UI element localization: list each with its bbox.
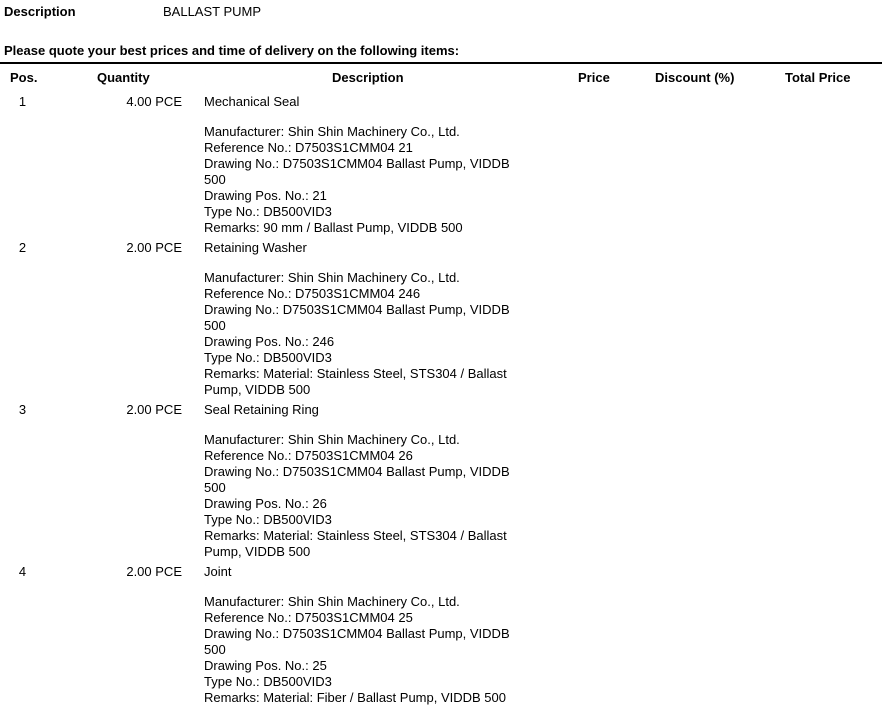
table-header-row [0,70,882,86]
items-list [0,94,882,708]
column-header-price: Price [578,70,610,85]
detail-line-drawing-pos-no: Drawing Pos. No.: 246 [204,334,335,349]
detail-line-manufacturer: Manufacturer: Shin Shin Machinery Co., Ltd. [204,594,460,609]
column-header-pos: Pos. [10,70,38,85]
detail-line-drawing-no: Drawing No.: D7503S1CMM04 Ballast Pump, VIDDB 500 [204,626,510,657]
description-cell [204,240,529,398]
column-header-quantity: Quantity [97,70,150,85]
item-details [204,594,529,706]
detail-line-reference-no: Reference No.: D7503S1CMM04 25 [204,610,413,625]
item-title: Seal Retaining Ring [204,402,319,417]
pos-cell: 3 [18,402,27,417]
detail-line-type-no: Type No.: DB500VID3 [204,204,332,219]
quantity-cell: 4.00 PCE [126,94,182,109]
detail-line-type-no: Type No.: DB500VID3 [204,350,332,365]
detail-line-reference-no: Reference No.: D7503S1CMM04 26 [204,448,413,463]
detail-line-manufacturer: Manufacturer: Shin Shin Machinery Co., Ltd. [204,270,460,285]
item-details [204,270,529,398]
description-field-value: BALLAST PUMP [163,4,262,19]
detail-line-drawing-pos-no: Drawing Pos. No.: 25 [204,658,327,673]
item-title: Joint [204,564,232,579]
detail-line-drawing-pos-no: Drawing Pos. No.: 21 [204,188,327,203]
detail-line-type-no: Type No.: DB500VID3 [204,512,332,527]
pos-cell: 4 [18,564,27,579]
table-row [0,94,882,236]
quantity-cell: 2.00 PCE [126,564,182,579]
detail-line-reference-no: Reference No.: D7503S1CMM04 246 [204,286,421,301]
description-field-label: Description [4,4,76,19]
detail-line-remarks: Remarks: Material: Stainless Steel, STS304 / Ballast Pump, VIDDB 500 [204,528,507,559]
column-header-description: Description [332,70,404,85]
pos-cell: 1 [18,94,27,109]
table-row [0,564,882,706]
detail-line-remarks: Remarks: 90 mm / Ballast Pump, VIDDB 500 [204,220,463,235]
description-cell [204,564,529,706]
detail-line-reference-no: Reference No.: D7503S1CMM04 21 [204,140,413,155]
detail-line-manufacturer: Manufacturer: Shin Shin Machinery Co., Ltd. [204,124,460,139]
pos-cell: 2 [18,240,27,255]
detail-line-remarks: Remarks: Material: Fiber / Ballast Pump, VIDDB 500 [204,690,506,705]
quantity-cell: 2.00 PCE [126,240,182,255]
column-header-total-price: Total Price [785,70,851,85]
table-row [0,402,882,560]
table-top-divider [0,62,882,64]
description-cell [204,94,529,236]
item-details [204,432,529,560]
detail-line-remarks: Remarks: Material: Stainless Steel, STS304 / Ballast Pump, VIDDB 500 [204,366,507,397]
detail-line-drawing-pos-no: Drawing Pos. No.: 26 [204,496,327,511]
detail-line-drawing-no: Drawing No.: D7503S1CMM04 Ballast Pump, VIDDB 500 [204,464,510,495]
quantity-cell: 2.00 PCE [126,402,182,417]
detail-line-drawing-no: Drawing No.: D7503S1CMM04 Ballast Pump, VIDDB 500 [204,302,510,333]
column-header-discount: Discount (%) [655,70,735,85]
item-details [204,124,529,236]
detail-line-drawing-no: Drawing No.: D7503S1CMM04 Ballast Pump, VIDDB 500 [204,156,510,187]
detail-line-manufacturer: Manufacturer: Shin Shin Machinery Co., Ltd. [204,432,460,447]
table-row [0,240,882,398]
item-title: Mechanical Seal [204,94,300,109]
detail-line-type-no: Type No.: DB500VID3 [204,674,332,689]
description-cell [204,402,529,560]
item-title: Retaining Washer [204,240,307,255]
quote-request-line: Please quote your best prices and time of delivery on the following items: [4,43,460,58]
